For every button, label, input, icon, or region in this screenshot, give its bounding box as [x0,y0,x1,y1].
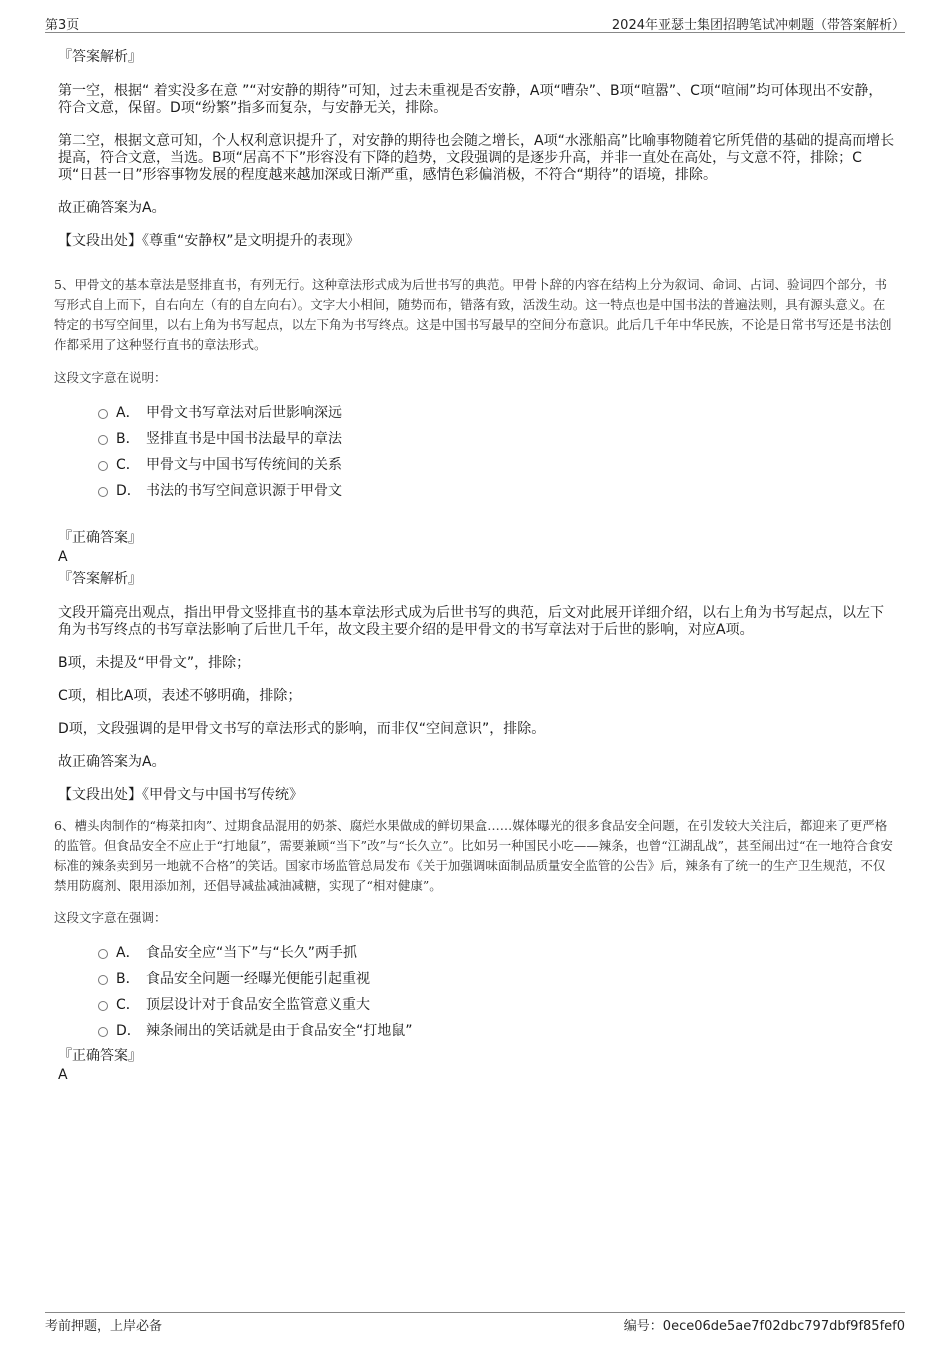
page-content [54,44,896,1084]
analysis-label: 『答案解析』 [58,571,142,587]
option-d[interactable]: D． 书法的书写空间意识源于甲骨文 [58,478,896,504]
option-d[interactable]: D． 辣条闹出的笑话就是由于食品安全“打地鼠” [58,1018,896,1044]
option-a[interactable]: A． 食品安全应“当下”与“长久”两手抓 [58,940,896,966]
option-c[interactable]: C． 甲骨文与中国书写传统间的关系 [58,452,896,478]
question-6-prompt: 这段文字意在强调： [54,910,167,925]
answer-value: A [58,549,68,565]
question-6-stem: 6、槽头肉制作的“梅菜扣肉”、过期食品混用的奶茶、腐烂水果做成的鲜切果盒……媒体曝光的很多食品安全问题，在引发较大关注后，都迎来了更严格的监管。但食品安全不应止于“打地鼠”，需要兼顾“当下”改”与“长久立”。比如另一种国民小吃——辣条，也曾“江湖乱战”，甚至闹出过“在一地符合食安标准的辣条卖到另一地就不合格”的笑话。国家市场监管总局发布《关于加强调味面制品质量安全监管的公告》后，辣条有了统一的生产卫生规范，不仅禁用防腐剂、限用添加剂，还倡导减盐减油减糖，实现了“相对健康”。 [54,818,893,893]
question-5-prompt: 这段文字意在说明： [54,370,167,385]
option-a[interactable]: A． 甲骨文书写章法对后世影响深远 [58,400,896,426]
question-5-stem: 5、甲骨文的基本章法是竖排直书，有列无行。这种章法形式成为后世书写的典范。甲骨卜辞的内容在结构上分为叙词、命词、占词、验词四个部分，书写形式自上而下，自右向左（有的自左向右）。文字大小相间，随势而布，错落有致，活泼生动。这一特点也是中国书法的普遍法则，具有源头意义。在特定的书写空间里，以右上角为书写起点，以左下角为书写终点。这是中国书写最早的空间分布意识。此后几千年中华民族，不论是日常书写还是书法创作都采用了这种竖行直书的章法形式。 [54,277,892,352]
analysis-paragraph: 故正确答案为A。 [58,200,166,216]
answer-value: A [58,1067,68,1083]
option-b[interactable]: B． 竖排直书是中国书法最早的章法 [58,426,896,452]
document-code: 编号：0ece06de5ae7f02dbc797dbf9f85fef0 [623,1319,905,1334]
page-header [45,14,905,33]
option-b[interactable]: B． 食品安全问题一经曝光便能引起重视 [58,966,896,992]
source-line: 【文段出处】《尊重“安静权”是文明提升的表现》 [58,233,360,249]
analysis-paragraph: 第二空，根据文意可知，个人权利意识提升了，对安静的期待也会随之增长，A项“水涨船高”比喻事物随着它所凭借的基础的提高而增长提高，符合文意，当选。B项“居高不下”形容没有下降的趋势，文段强调的是逐步升高，并非一直处在高处，与文意不符，排除；C项“日甚一日”形容事物发展的程度越来越加深或日渐严重，感情色彩偏消极，不符合“期待”的语境，排除。 [58,133,895,183]
question-5-options [58,400,896,504]
analysis-paragraph: B项，未提及“甲骨文”，排除； [58,655,251,671]
radio-icon[interactable] [98,461,108,471]
question-6-options [58,940,896,1044]
analysis-paragraph: 故正确答案为A。 [58,754,166,770]
footer-note: 考前押题，上岸必备 [45,1319,163,1334]
radio-icon[interactable] [98,1027,108,1037]
page-number: 第3页 [45,18,80,33]
radio-icon[interactable] [98,435,108,445]
analysis-paragraph: C项，相比A项，表述不够明确，排除； [58,688,302,704]
document-title: 2024年亚瑟士集团招聘笔试冲刺题（带答案解析） [611,18,905,33]
radio-icon[interactable] [98,975,108,985]
source-line: 【文段出处】《甲骨文与中国书写传统》 [58,787,303,803]
page-footer [45,1312,905,1335]
option-c[interactable]: C． 顶层设计对于食品安全监管意义重大 [58,992,896,1018]
analysis-label: 『答案解析』 [58,49,142,65]
analysis-paragraph: 文段开篇亮出观点，指出甲骨文竖排直书的基本章法形式成为后世书写的典范，后文对此展开详细介绍，以右上角为书写起点，以左下角为书写终点的书写章法影响了后世几千年，故文段主要介绍的是甲骨文的书写章法对于后世的影响，对应A项。 [58,605,884,638]
radio-icon[interactable] [98,1001,108,1011]
radio-icon[interactable] [98,409,108,419]
analysis-paragraph: 第一空，根据“ 着实没多在意 ”“对安静的期待”可知，过去未重视是否安静，A项“嘈杂”、B项“喧嚣”、C项“喧闹”均可体现出不安静，符合文意，保留。D项“纷繁”指多而复杂，与安静无关，排除。 [58,83,883,116]
answer-label: 『正确答案』 [58,1048,142,1064]
analysis-paragraph: D项，文段强调的是甲骨文书写的章法形式的影响，而非仅“空间意识”，排除。 [58,721,546,737]
radio-icon[interactable] [98,487,108,497]
radio-icon[interactable] [98,949,108,959]
answer-label: 『正确答案』 [58,530,142,546]
